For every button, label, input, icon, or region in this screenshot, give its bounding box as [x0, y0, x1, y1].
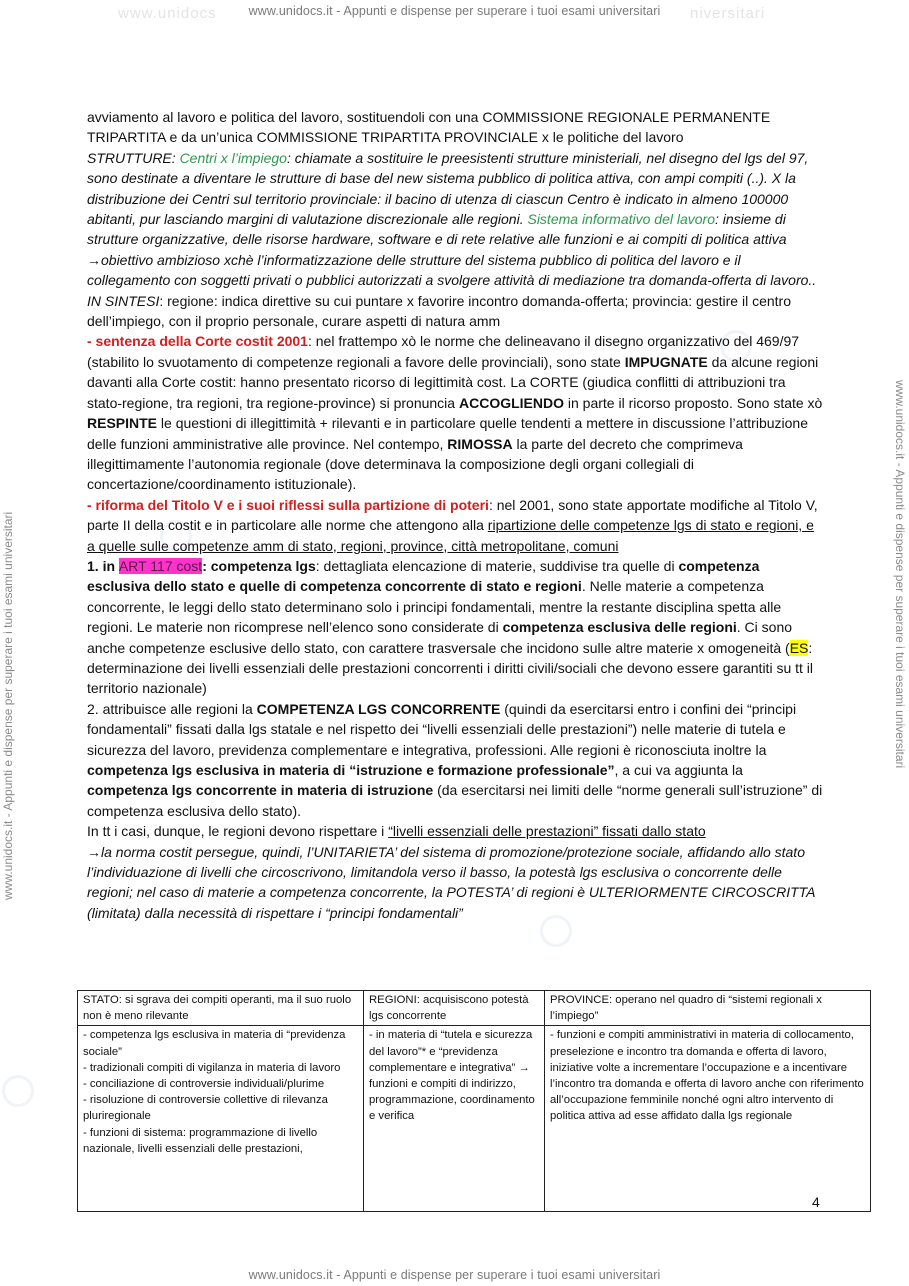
- cell-text: - in materia di “tutela e sicurezza del lavoro”* e “previdenza complementare e integrativa”: [369, 1029, 533, 1074]
- paragraph-text: le questioni di illegittimità + rilevanti e in particolare quelle tendenti a mettere in discussione l’attribuzione delle funzioni amministrative alle province. Nel contempo,: [87, 415, 808, 452]
- paragraph-text: avviamento al lavoro e politica del lavoro, sostituendoli con una COMMISSIONE REGIONALE PERMANENTE TRIPARTITA e da un’unica COMMISSIONE TRIPARTITA PROVINCIALE x le politiche del lavoro: [87, 109, 771, 146]
- paragraph-text: da alcune regioni davanti alla Corte costit: hanno presentato ricorso di legittimità cost. La CORTE (giudica conflitti di attribuzioni tra stato-regione, tra regioni, tra regione-province) si pronuncia: [87, 353, 819, 411]
- term-centri-impiego: Centri x l’impiego: [179, 149, 287, 166]
- underlined-text: “livelli essenziali delle prestazioni” fissati dallo stato: [388, 823, 706, 840]
- arrow-icon: →: [87, 843, 101, 860]
- table-header-province: PROVINCE: operano nel quadro di “sistemi regionali x l’impiego”: [545, 991, 871, 1026]
- watermark-left: www.unidocs.it - Appunti e dispense per superare i tuoi esami universitari: [1, 511, 15, 900]
- paragraph-text: : nel 2001, sono state apportate modifiche al Titolo V, parte II della costit e in particolare alle norme che attengono alla: [87, 496, 818, 534]
- bold-term: RESPINTE: [87, 415, 158, 432]
- arrow-icon: →: [87, 251, 101, 268]
- term-sistema-informativo: Sistema informativo del lavoro: [527, 211, 716, 228]
- watermark-top: www.unidocs.it - Appunti e dispense per superare i tuoi esami universitari: [248, 4, 661, 18]
- paragraph-text: : determinazione dei livelli essenziali delle prestazioni concorrenti i diritti civili/sociali che devono essere garantiti su tt il territorio nazionale): [87, 639, 814, 697]
- bold-term: competenza lgs esclusiva in materia di “istruzione e formazione professionale”: [87, 762, 615, 778]
- paragraph-summary: [87, 291, 823, 332]
- watermark-faint-left: www.unidocs: [118, 5, 217, 22]
- list-item: - tradizionali compiti di vigilanza in materia di lavoro: [83, 1061, 341, 1074]
- document-body: [87, 107, 823, 923]
- section-heading: - riforma del Titolo V e i suoi riflessi sulla partizione di poteri: [87, 496, 489, 513]
- paragraph-text: obiettivo ambizioso xchè l’informatizzazione delle strutture del sistema pubblico di politica del lavoro e il collegamento con soggetti privati o pubblici autorizzati a svolgere attività di mediazione tra domanda-offerta di lavoro..: [87, 251, 817, 289]
- watermark-right: www.unidocs.it - Appunti e dispense per superare i tuoi esami universitari: [893, 380, 907, 769]
- list-item: - competenza lgs esclusiva in materia di “previdenza sociale”: [83, 1029, 346, 1058]
- paragraph-text: : nel frattempo xò le norme che delineavano il disegno organizzativo del 469/97 (stabilito lo svuotamento di competenze regionali a favore delle provinciali), sono state: [87, 333, 800, 370]
- bold-term: competenza lgs concorrente in materia di istruzione: [87, 782, 434, 799]
- bold-term: : competenza lgs: [202, 557, 316, 574]
- table-header-regioni: REGIONI: acquisiscono potestà lgs concorrente: [364, 991, 545, 1026]
- paragraph-text: : regione: indica direttive su cui puntare x favorire incontro domanda-offerta; provincia: gestire il centro dell’impiego, con il proprio personale, curare aspetti di natura amm: [87, 292, 791, 330]
- highlighted-article: ART 117 cost: [118, 557, 203, 574]
- list-item: - conciliazione di controversie individuali/plurime: [83, 1078, 325, 1091]
- paragraph-structures: [87, 148, 823, 291]
- table-row: [78, 1026, 871, 1212]
- watermark-logo-icon: [2, 1075, 34, 1107]
- table-cell-stato: [78, 1026, 364, 1212]
- paragraph-livelli-essenziali: [87, 821, 823, 923]
- watermark-bottom: www.unidocs.it - Appunti e dispense per superare i tuoi esami universitari: [248, 1268, 661, 1282]
- page-number: 4: [812, 1194, 820, 1210]
- table-cell-regioni: [364, 1026, 545, 1212]
- paragraph-text: (da esercitarsi nei limiti delle “norme generali sull’istruzione” di competenza esclusiva dello stato).: [87, 782, 823, 819]
- table-header-stato: STATO: si sgrava dei compiti operanti, ma il suo ruolo non è meno rilevante: [78, 991, 364, 1026]
- list-number: 1. in: [87, 557, 119, 574]
- watermark-faint-right: niversitari: [690, 5, 766, 22]
- bold-term: COMPETENZA LGS CONCORRENTE: [256, 700, 501, 717]
- paragraph-commissions: [87, 107, 823, 148]
- paragraph-text: : dettagliata elencazione di materie, suddivise tra quelle di: [315, 557, 679, 574]
- paragraph-text: : insieme di strutture organizzative, delle risorse hardware, software e di rete relative alle funzioni e ai compiti di politica attiva: [87, 211, 787, 248]
- list-item: - risoluzione di controversie collettive di rilevanza pluriregionale: [83, 1094, 328, 1123]
- section-heading: - sentenza della Corte costit 2001: [87, 333, 308, 350]
- competence-table: [77, 990, 871, 1212]
- paragraph-text: la parte del decreto che comprimeva illegittimamente l’autonomia regionale (dove determinava la composizione degli organi collegiali di concertazione/coordinamento istituzionale).: [87, 435, 743, 493]
- paragraph-text: in parte il ricorso proposto. Sono state xò: [563, 394, 823, 411]
- table-cell-province: - funzioni e compiti amministrativi in materia di collocamento, preselezione e incontro tra domanda e offerta di lavoro, iniziative volte a incrementare l’occupazione e a incentivare l’incontro tra domanda e offerta di lavoro anche con riferimento all’occupazione femminile nonché ogni altro intervento di politica attiva ad esse affidato dalla lgs regionale: [545, 1026, 871, 1212]
- bold-term: RIMOSSA: [447, 435, 513, 452]
- paragraph-text: . Nelle materie a competenza concorrente, le leggi dello stato determinano solo i principi fondamentali, mentre la restante disciplina spetta alle regioni. Le materie non ricomprese nell’elenco sono considerate di: [87, 578, 782, 636]
- paragraph-text: la norma costit persegue, quindi, l’UNITARIETA’ del sistema di promozione/protezione sociale, affidando allo stato l’individuazione di livelli che circoscrivono, limitandola verso il basso, la potestà lgs esclusiva o concorrente delle regioni; nel caso di materie a competenza concorrente, la POTESTA’ di regioni è ULTERIORMENTE CIRCOSCRITTA (limitata) dalla necessità di rispettare i “principi fondamentali”: [87, 843, 815, 921]
- table-header-row: [78, 991, 871, 1026]
- bold-term: competenza esclusiva delle regioni: [502, 619, 737, 636]
- section-lead: STRUTTURE:: [87, 149, 180, 166]
- list-item: - funzioni di sistema: programmazione di livello nazionale, livelli essenziali delle prestazioni,: [83, 1126, 318, 1155]
- bold-term: IMPUGNATE: [624, 353, 708, 370]
- paragraph-competenza-concorrente: [87, 699, 823, 821]
- cell-text: funzioni e compiti di indirizzo, programmazione, coordinamento e verifica: [369, 1078, 535, 1123]
- bold-term: ACCOGLIENDO: [458, 394, 564, 411]
- paragraph-text: , a cui va aggiunta la: [614, 762, 743, 778]
- underlined-text: ripartizione delle competenze lgs di stato e regioni, e a quelle sulle competenze amm di stato, regioni, province, città metropolitane, comuni: [87, 517, 814, 554]
- arrow-icon: →: [518, 1061, 530, 1074]
- bold-term: competenza esclusiva dello stato e quelle di competenza concorrente di stato e regioni: [87, 557, 760, 595]
- paragraph-text: 2. attribuisce alle regioni la: [87, 700, 257, 717]
- highlighted-example: ES: [789, 639, 809, 656]
- paragraph-titolo-v: [87, 495, 823, 556]
- paragraph-art-117: [87, 556, 823, 699]
- section-lead: IN SINTESI: [87, 292, 160, 309]
- paragraph-text: In tt i casi, dunque, le regioni devono rispettare i: [87, 823, 389, 840]
- paragraph-text: (quindi da esercitarsi entro i confini dei “principi fondamentali” fissati dalla lgs statale e nel rispetto dei “livelli essenziali delle prestazioni”) nelle materie di tutela e sicurezza del lavoro, previdenza complementare e integrativa, professioni. Alle regioni è riconosciuta inoltre la: [87, 700, 797, 758]
- paragraph-corte-costit: [87, 331, 823, 494]
- paragraph-text: . Ci sono anche competenze esclusive dello stato, con carattere trasversale che incidono sulle altre materie x omogeneità (: [87, 619, 793, 656]
- paragraph-text: : chiamate a sostituire le preesistenti strutture ministeriali, nel disegno del lgs del 97, sono destinate a diventare le strutture di base del new sistema pubblico di politica attiva, con ampi compiti (..). X la distribuzione dei Centri sul territorio provinciale: il bacino di utenza di ciascun Centro è indicato in almeno 100000 abitanti, pur lasciando margini di valutazione discrezionale alle regioni.: [87, 149, 809, 228]
